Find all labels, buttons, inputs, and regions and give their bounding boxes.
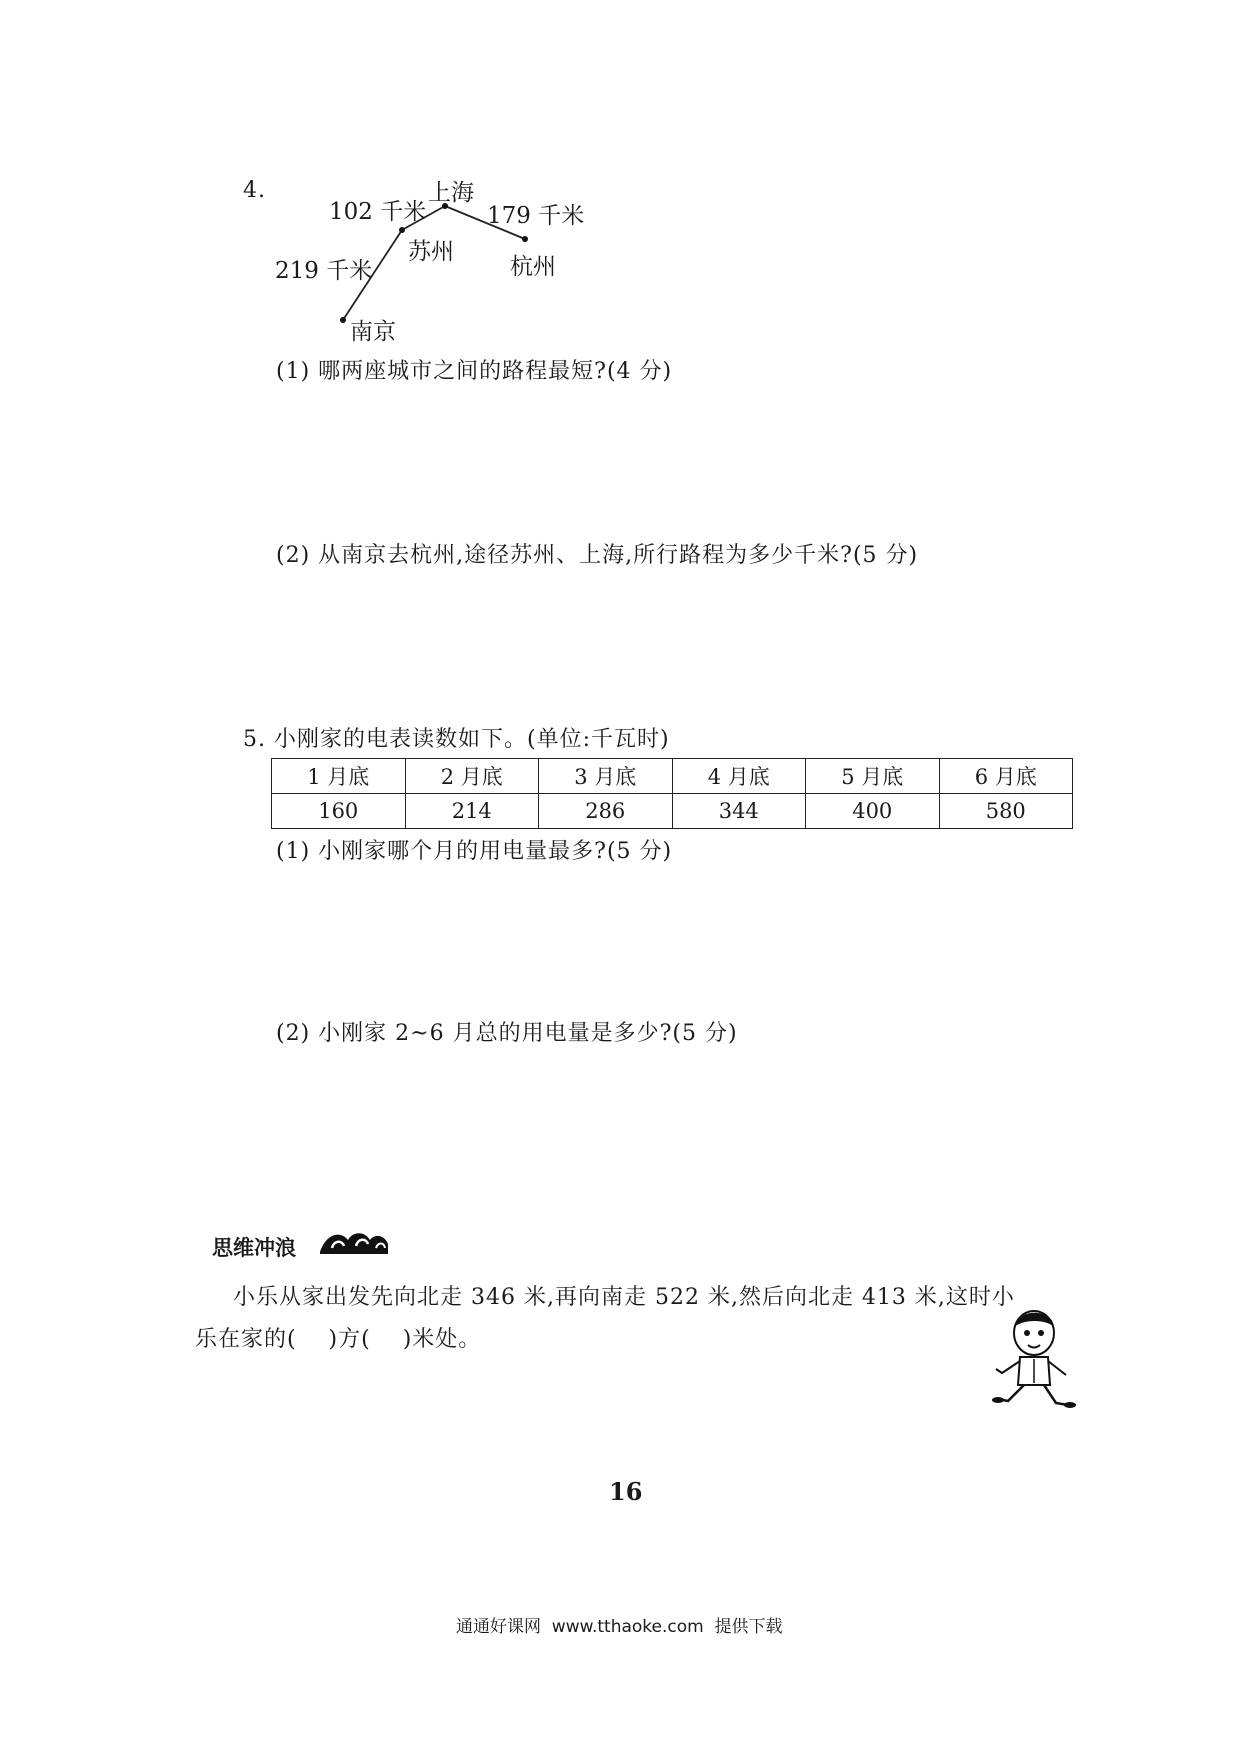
city-shanghai: 上海 bbox=[428, 180, 474, 206]
challenge-line-1: 小乐从家出发先向北走 346 米,再向南走 522 米,然后向北走 413 米,这时小 bbox=[233, 1285, 1015, 1310]
table-cell: 286 bbox=[539, 794, 673, 829]
question-4-part-2: (2) 从南京去杭州,途径苏州、上海,所行路程为多少千米?(5 分) bbox=[276, 543, 919, 568]
city-nanjing: 南京 bbox=[350, 319, 396, 345]
table-header-cell: 1 月底 bbox=[272, 759, 406, 794]
wave-icon bbox=[318, 1226, 390, 1258]
question-4-part-1: (1) 哪两座城市之间的路程最短?(4 分) bbox=[276, 359, 673, 384]
city-dot-suzhou bbox=[399, 227, 405, 233]
distance-nanjing-suzhou: 219 千米 bbox=[275, 258, 373, 284]
city-hangzhou: 杭州 bbox=[510, 254, 556, 280]
table-header-row bbox=[272, 759, 1073, 794]
table-cell: 214 bbox=[405, 794, 539, 829]
table-header-cell: 6 月底 bbox=[939, 759, 1073, 794]
question-5-part-2: (2) 小刚家 2~6 月总的用电量是多少?(5 分) bbox=[276, 1021, 738, 1046]
table-header-cell: 3 月底 bbox=[539, 759, 673, 794]
question-4-number: 4. bbox=[243, 178, 266, 203]
city-dot-hangzhou bbox=[522, 236, 528, 242]
table-row bbox=[272, 794, 1073, 829]
route-map bbox=[0, 0, 1240, 400]
question-5-part-1: (1) 小刚家哪个月的用电量最多?(5 分) bbox=[276, 839, 673, 864]
table-cell: 400 bbox=[806, 794, 940, 829]
distance-shanghai-hangzhou: 179 千米 bbox=[487, 203, 585, 229]
section-title-challenge: 思维冲浪 bbox=[212, 1236, 296, 1260]
table-header-cell: 2 月底 bbox=[405, 759, 539, 794]
question-5-intro: 5. 小刚家的电表读数如下。(单位:千瓦时) bbox=[243, 727, 670, 752]
city-dot-nanjing bbox=[340, 317, 346, 323]
table-cell: 344 bbox=[672, 794, 806, 829]
electricity-table bbox=[271, 758, 1073, 829]
challenge-line-2: 乐在家的( )方( )米处。 bbox=[195, 1327, 482, 1352]
distance-suzhou-shanghai: 102 千米 bbox=[329, 199, 427, 225]
city-suzhou: 苏州 bbox=[408, 239, 454, 265]
table-cell: 580 bbox=[939, 794, 1073, 829]
footer-download-credit: 通通好课网 www.tthaoke.com 提供下载 bbox=[456, 1617, 783, 1637]
table-cell: 160 bbox=[272, 794, 406, 829]
page-number: 16 bbox=[609, 1477, 643, 1506]
table-header-cell: 5 月底 bbox=[806, 759, 940, 794]
boy-illustration bbox=[990, 1305, 1080, 1413]
table-header-cell: 4 月底 bbox=[672, 759, 806, 794]
